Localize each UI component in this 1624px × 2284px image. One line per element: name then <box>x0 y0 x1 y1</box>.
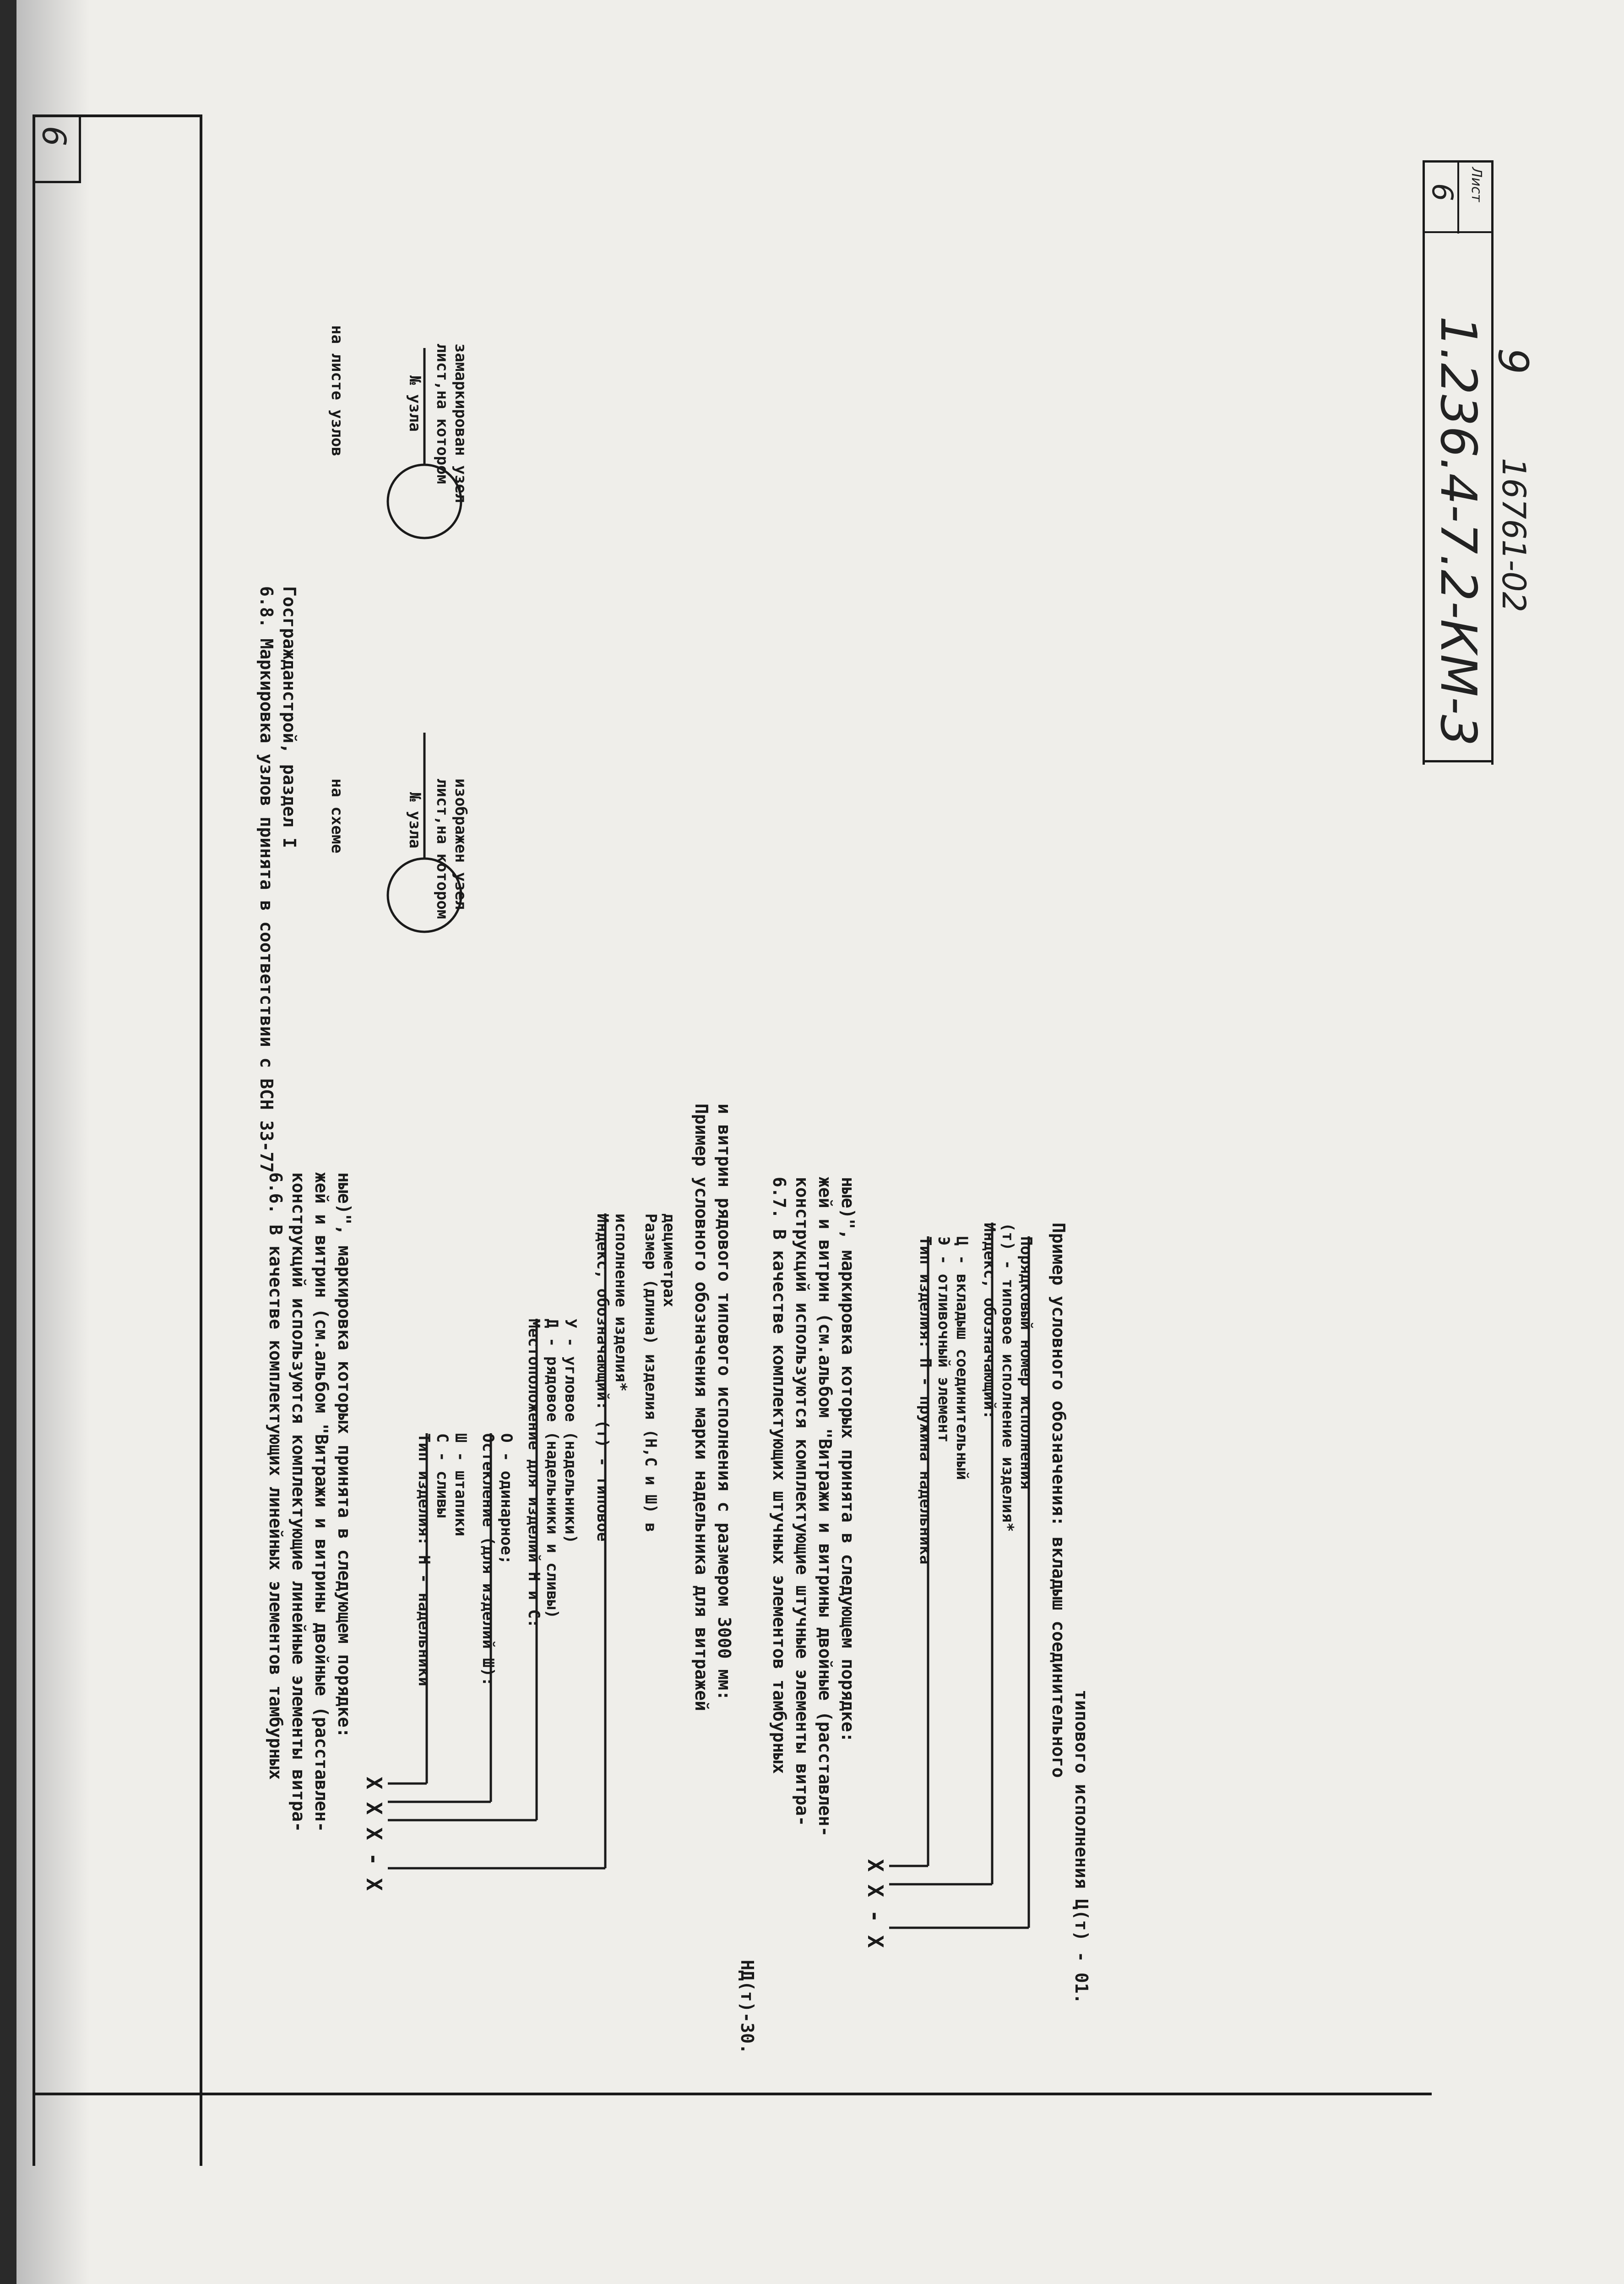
s66-legend-8: У - угловое (надельники) <box>561 1319 580 1544</box>
s68-scheme-caption: на схеме <box>328 778 346 854</box>
s66-para-2: конструкций используются комплектующие линейные элементы витра- <box>288 1172 309 1833</box>
s66-code: Х Х Х - Х <box>362 1777 386 1891</box>
s67-para-1: 6.7. В качестве комплектующих штучных элементов тамбурных <box>769 1177 789 1774</box>
s68-para-2: Госгражданстрой, раздел I <box>279 586 299 848</box>
s67-para-2: конструкций используются комплектующие штучные элементы витра- <box>792 1177 812 1827</box>
s66-para-4: ные)", маркировка которых принята в следующем порядке: <box>334 1172 354 1738</box>
s66-legend-2: С - сливы <box>433 1433 451 1518</box>
s66-legend-11: Размер (длина) изделия (Н,С и Ш) в <box>641 1213 660 1532</box>
s67-example-2: типового исполнения Ц(т) - 01. <box>1071 1690 1092 2004</box>
sheet-number: 6 <box>1426 183 1459 201</box>
s67-para-4: ные)", маркировка которых принята в следующем порядке: <box>838 1177 858 1743</box>
s68-scheme-sheet: лист,на котором <box>433 778 451 919</box>
s67-para-3: жей и витрин (см.альбом "Витражи и витрины двойные (расставлен- <box>815 1177 835 1837</box>
s67-legend-5: (т) - типовое исполнение изделия* <box>999 1223 1017 1532</box>
s68-sheet-caption: на листе узлов <box>328 325 346 457</box>
s67-legend-6: Порядковый номер исполнения <box>1017 1236 1035 1490</box>
s66-legend-12: дециметрах <box>660 1213 678 1307</box>
sheet-label: Лист <box>1468 167 1484 202</box>
s66-legend-5: О - одинарное; <box>497 1433 516 1565</box>
document-code: 1.236.4-7.2-КМ-3 <box>1429 316 1487 746</box>
s68-sheet-sheet2: замаркирован узел <box>451 343 470 503</box>
s68-sheet-sheet: лист,на котором <box>433 343 451 484</box>
s66-para-3: жей и витрин (см.альбом "Витражи и витрины двойные (расставлен- <box>311 1172 331 1833</box>
s67-example-1: Пример условного обозначения: вкладыш соединительного <box>1048 1223 1069 1778</box>
s66-legend-4: Остекление (для изделий Ш): <box>479 1433 497 1686</box>
corner-number: 9 <box>37 126 74 147</box>
s68-scheme-sheet2: изображен узел <box>451 778 470 910</box>
archive-number: 16761-02 <box>1495 458 1532 613</box>
s68-sheet-node: № узла <box>406 375 424 432</box>
s67-legend-4: Индекс, обозначающий: <box>980 1223 999 1419</box>
s67-legend-3: Ц - вкладыш соединительный <box>953 1236 971 1480</box>
archive-page: 9 <box>1489 348 1537 375</box>
s67-legend-1: Тип изделия: П - пружина надельника <box>916 1236 934 1565</box>
s66-legend-9: Индекс, обозначающий: (т) - типовое <box>593 1213 612 1542</box>
s68-scheme-node: № узла <box>406 792 424 848</box>
s66-legend-6: Местоположение для изделий Н и С: <box>525 1319 543 1628</box>
s67-legend-2: Э - отливочный элемент <box>934 1236 953 1443</box>
s66-example-1: Пример условного обозначения марки надельника для витражей <box>691 1104 712 1711</box>
s66-legend-7: Д - рядовое (надельники и сливы) <box>543 1319 561 1619</box>
s66-example-2: и витрин рядового типового исполнения с размером 3000 мм: <box>714 1104 734 1701</box>
s68-para-1: 6.8. Маркировка узлов принята в соответствии с ВСН 33-77 <box>256 586 277 1173</box>
s66-legend-3: Ш - штапики <box>451 1433 470 1537</box>
s66-example-3: НД(т)-30. <box>737 1960 757 2054</box>
s66-legend-1: Тип изделия: Н - надельники <box>415 1433 433 1686</box>
s66-para-1: 6.6. В качестве комплектующих линейных элементов тамбурных <box>266 1172 286 1780</box>
s67-code: Х Х - Х <box>863 1859 888 1948</box>
s66-legend-10: исполнение изделия* <box>612 1213 630 1392</box>
